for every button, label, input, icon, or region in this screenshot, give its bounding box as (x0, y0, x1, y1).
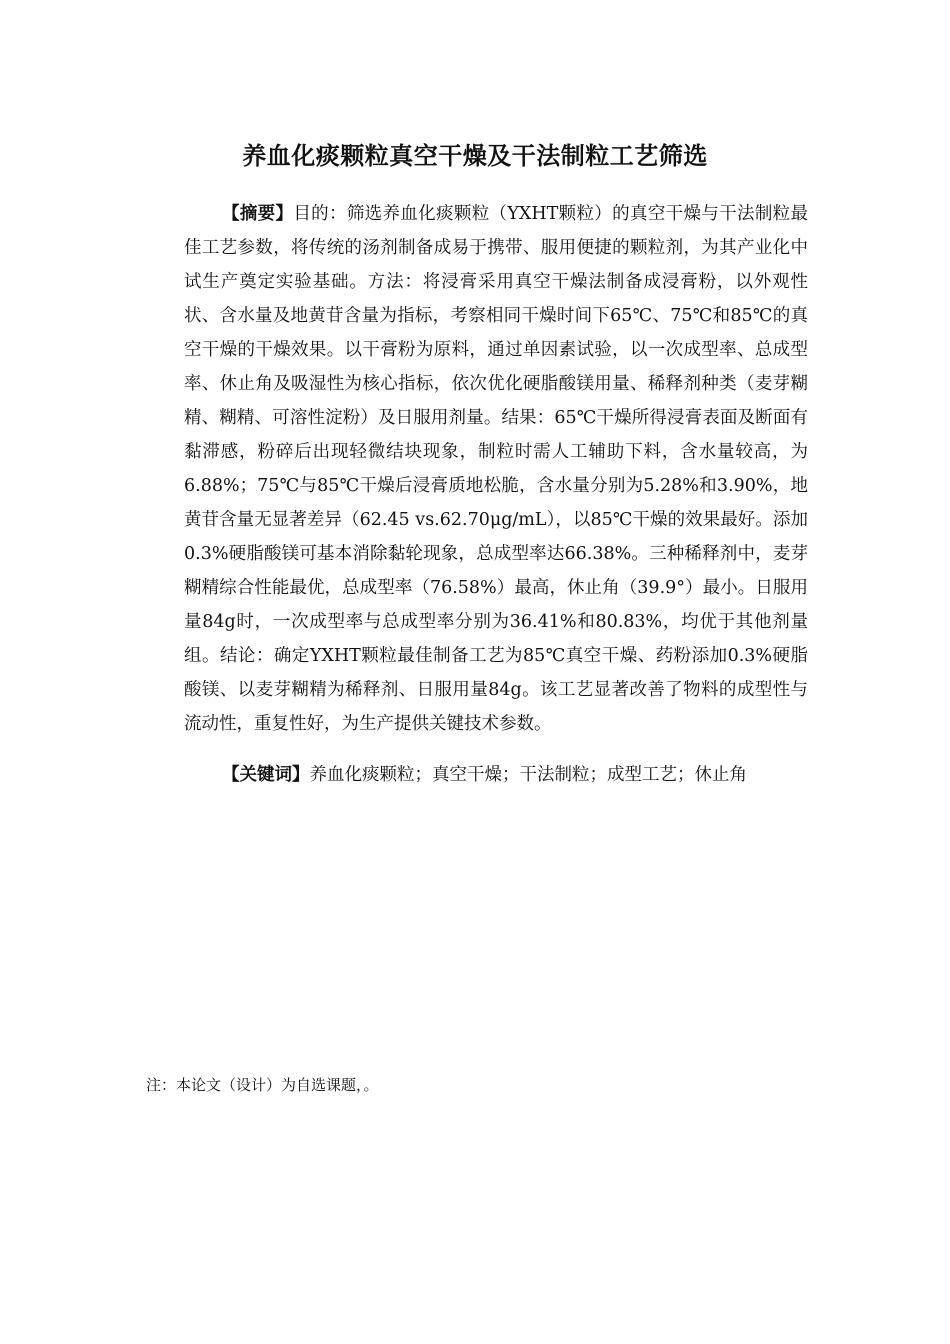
footnote: 注：本论文（设计）为自选课题，。 (146, 1076, 379, 1094)
paper-title: 养血化痰颗粒真空干燥及干法制粒工艺筛选 (242, 142, 708, 170)
keywords-text: 养血化痰颗粒；真空干燥；干法制粒；成型工艺；休止角 (309, 765, 747, 785)
abstract-text: 目的：筛选养血化痰颗粒（YXHT颗粒）的真空干燥与干法制粒最佳工艺参数，将传统的汤剂制备成易于携带、服用便捷的颗粒剂，为其产业化中试生产奠定实验基础。方法：将浸膏采用真空干燥法制备成浸膏粉，以外观性状、含水量及地黄苷含量为指标，考察相同干燥时间下65℃、75℃和85℃的真空干燥的干燥效果。以干膏粉为原料，通过单因素试验，以一次成型率、总成型率、休止角及吸湿性为核心指标，依次优化硬脂酸镁用量、稀释剂种类（麦芽糊精、糊精、可溶性淀粉）及日服用剂量。结果：65℃干燥所得浸膏表面及断面有黏滞感，粉碎后出现轻微结块现象，制粒时需人工辅助下料，含水量较高，为6.88%；75℃与85℃干燥后浸膏质地松脆，含水量分别为5.28%和3.90%，地黄苷含量无显著差异（62.45 vs.62.70μg/mL），以85℃干燥的效果最好。添加0.3%硬脂酸镁可基本消除黏轮现象，总成型率达66.38%。三种稀释剂中，麦芽糊精综合性能最优，总成型率（76.58%）最高，休止角（39.9°）最小。日服用量84g时，一次成型率与总成型率分别为36.41%和80.83%，均优于其他剂量组。结论：确定YXHT颗粒最佳制备工艺为85℃真空干燥、药粉添加0.3%硬脂酸镁、以麦芽糊精为稀释剂、日服用量84g。该工艺显著改善了物料的成型性与流动性，重复性好，为生产提供关键技术参数。 (184, 204, 808, 734)
abstract-label: 【摘要】 (222, 204, 294, 224)
keywords-label: 【关键词】 (222, 765, 310, 785)
abstract-paragraph (184, 197, 808, 741)
keywords-paragraph (184, 758, 808, 792)
